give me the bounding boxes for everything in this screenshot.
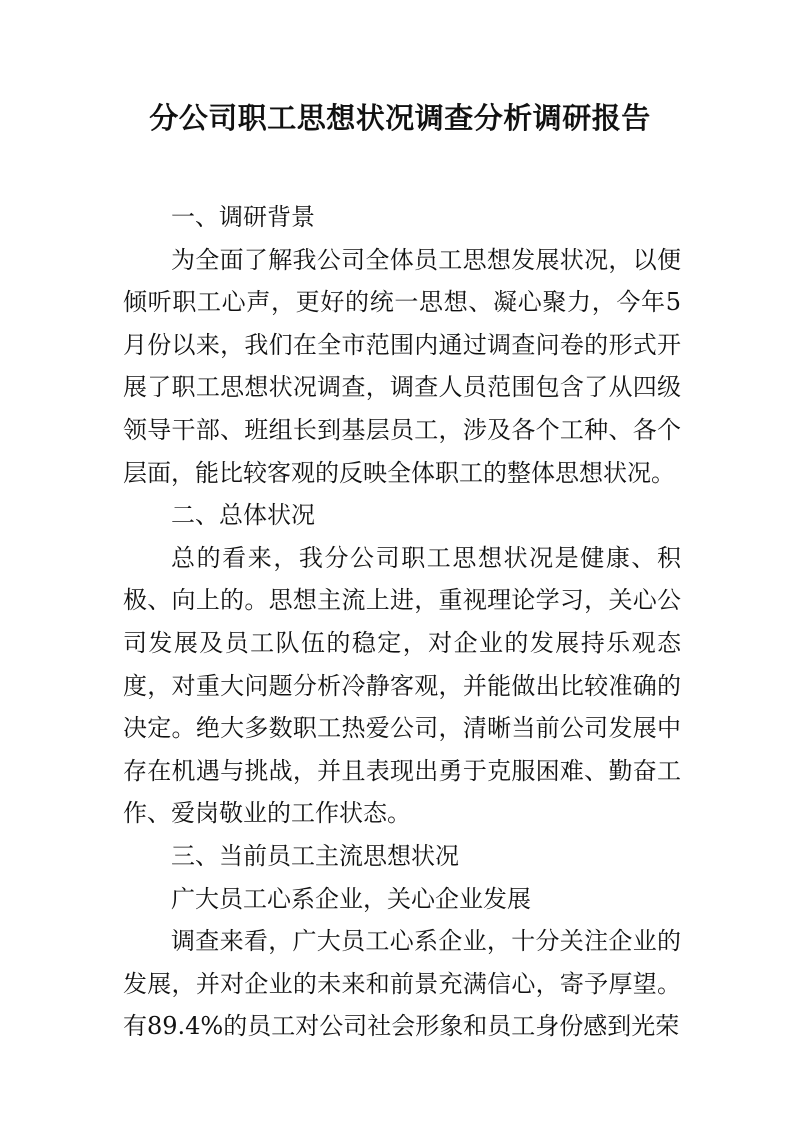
paragraph-background: 为全面了解我公司全体员工思想发展状况，以便倾听职工心声，更好的统一思想、凝心聚力，今年5月份以来，我们在全市范围内通过调查问卷的形式开展了职工思想状况调查，调查人员范围包含了从四级领导干部、班组长到基层员工，涉及各个工种、各个层面，能比较客观的反映全体职工的整体思想状况。 [123,245,681,487]
paragraph-overall: 总的看来，我分公司职工思想状况是健康、积极、向上的。思想主流上进，重视理论学习，关心公司发展及员工队伍的稳定，对企业的发展持乐观态度，对重大问题分析冷静客观，并能做出比较准确的决定。绝大多数职工热爱公司，清晰当前公司发展中存在机遇与挑战，并且表现出勇于克服困难、勤奋工作、爱岗敬业的工作状态。 [123,543,681,828]
section-heading-mainstream: 三、当前员工主流思想状况 [171,841,459,870]
subheading-care-for-enterprise: 广大员工心系企业，关心企业发展 [171,884,531,913]
document-body [123,196,681,1048]
document-title: 分公司职工思想状况调查分析调研报告 [149,101,651,135]
section-heading-background: 一、调研背景 [171,203,315,231]
paragraph-survey-results: 调查来看，广大员工心系企业，十分关注企业的发展，并对企业的未来和前景充满信心，寄予厚望。有89.4%的员工对公司社会形象和员工身份感到光荣 [123,927,681,1041]
section-heading-overall: 二、总体状况 [171,501,315,530]
